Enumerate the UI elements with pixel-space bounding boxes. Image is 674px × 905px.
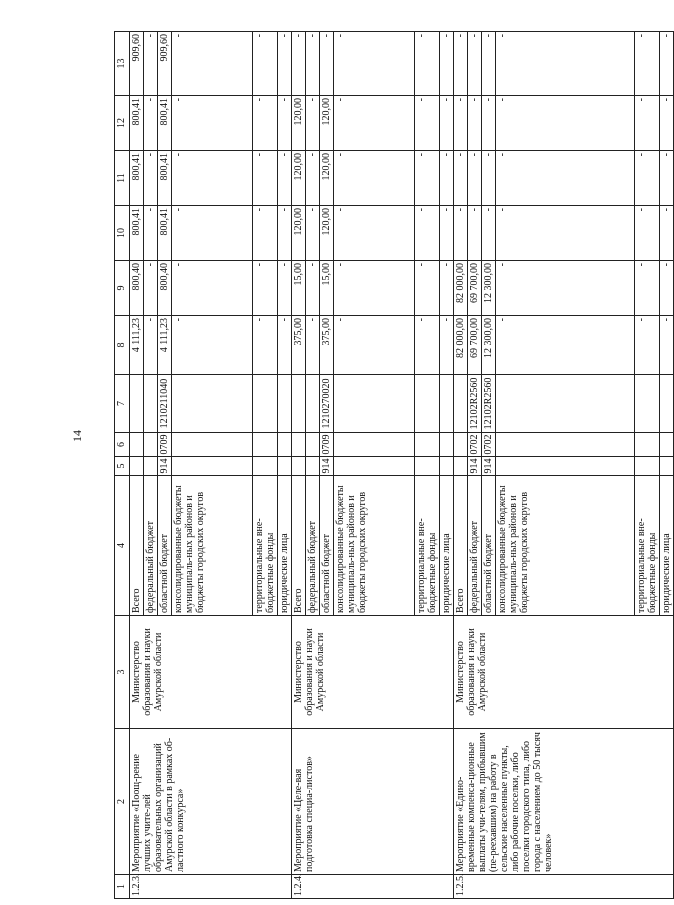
budget-code-grbs <box>172 457 253 476</box>
amount-cell: 82 000,00 <box>454 261 468 316</box>
amount-cell: - <box>635 151 660 206</box>
amount-cell: - <box>320 32 334 96</box>
amount-cell: - <box>635 206 660 261</box>
amount-cell: 800,41 <box>158 96 172 151</box>
amount-cell: - <box>496 32 635 96</box>
budget-code-section <box>130 433 144 457</box>
amount-cell: - <box>306 206 320 261</box>
budget-code-section <box>306 433 320 457</box>
budget-code-section <box>334 433 415 457</box>
amount-cell: - <box>172 316 253 375</box>
budget-code-section <box>415 433 440 457</box>
header-cell: 12 <box>115 96 130 151</box>
header-cell: 2 <box>115 729 130 875</box>
amount-cell: 800,41 <box>130 151 144 206</box>
budget-code-grbs <box>292 457 306 476</box>
budget-code-grbs <box>253 457 278 476</box>
amount-cell: 15,00 <box>292 261 306 316</box>
budget-code-target <box>278 375 292 433</box>
amount-cell: - <box>172 206 253 261</box>
budget-code-section <box>496 433 635 457</box>
executor: Министерство образования и науки Амурской области <box>292 616 454 729</box>
amount-cell: 375,00 <box>320 316 334 375</box>
amount-cell: - <box>454 206 468 261</box>
amount-cell: - <box>306 316 320 375</box>
amount-cell: 120,00 <box>320 206 334 261</box>
amount-cell: - <box>468 151 482 206</box>
activity-name: Мероприятие «Поощ-рение лучших учите-лей образовательных организаций Амурской области в рамках об-ластного конкурса» <box>130 729 292 875</box>
amount-cell: 909,60 <box>158 32 172 96</box>
budget-code-section: 0709 <box>159 434 170 455</box>
amount-cell: 120,00 <box>320 96 334 151</box>
budget-code-grbs <box>496 457 635 476</box>
amount-cell: - <box>482 32 496 96</box>
funding-source: территориальные вне-бюджетные фонды <box>635 476 660 616</box>
amount-cell: - <box>415 151 440 206</box>
amount-cell: - <box>334 151 415 206</box>
amount-cell: - <box>440 32 454 96</box>
budget-code-grbs <box>454 457 468 476</box>
row-number: 1.2.4. <box>292 875 454 899</box>
budget-code-section <box>253 433 278 457</box>
amount-cell: - <box>415 206 440 261</box>
amount-cell: - <box>496 96 635 151</box>
amount-cell: - <box>306 32 320 96</box>
amount-cell: - <box>468 206 482 261</box>
amount-cell: - <box>454 32 468 96</box>
funding-source: территориальные вне-бюджетные фонды <box>253 476 278 616</box>
budget-code-grbs <box>334 457 415 476</box>
budget-code-grbs: 914 <box>469 458 480 474</box>
amount-cell: - <box>482 206 496 261</box>
amount-cell: - <box>415 261 440 316</box>
amount-cell: - <box>415 96 440 151</box>
amount-cell: - <box>334 96 415 151</box>
amount-cell: 69 700,00 <box>468 316 482 375</box>
amount-cell: - <box>334 32 415 96</box>
amount-cell: 4 111,23 <box>130 316 144 375</box>
amount-cell: - <box>278 96 292 151</box>
funding-source: областной бюджет <box>482 476 496 616</box>
amount-cell: - <box>496 261 635 316</box>
table-row <box>130 32 144 899</box>
funding-source: юридические лица <box>440 476 454 616</box>
table-body <box>130 32 674 899</box>
amount-cell: - <box>278 151 292 206</box>
amount-cell: - <box>440 316 454 375</box>
funding-source: областной бюджет <box>320 476 334 616</box>
funding-source: Всего <box>130 476 144 616</box>
budget-code-target <box>454 375 468 433</box>
budget-code-target: 12102R2560 <box>468 375 482 433</box>
amount-cell: - <box>635 316 660 375</box>
budget-code-section: 0709 <box>321 434 332 455</box>
amount-cell: - <box>660 316 674 375</box>
amount-cell: - <box>496 206 635 261</box>
amount-cell: - <box>306 151 320 206</box>
amount-cell: - <box>172 96 253 151</box>
budget-code-target <box>144 375 158 433</box>
budget-code-grbs: 914 <box>159 458 170 474</box>
amount-cell: - <box>334 261 415 316</box>
budget-code-target: 1210211040 <box>158 375 172 433</box>
amount-cell: - <box>482 96 496 151</box>
budget-code-grbs <box>415 457 440 476</box>
funding-source: юридические лица <box>660 476 674 616</box>
header-cell: 3 <box>115 616 130 729</box>
funding-source: территориальные вне-бюджетные фонды <box>415 476 440 616</box>
amount-cell: 69 700,00 <box>468 261 482 316</box>
budget-code-target <box>496 375 635 433</box>
funding-source: консолидированные бюджеты муниципаль-ных районов и бюджеты городских округов <box>334 476 415 616</box>
amount-cell: - <box>253 32 278 96</box>
amount-cell: - <box>253 151 278 206</box>
page-number: 14 <box>70 430 84 442</box>
budget-code-target: 12102R2560 <box>482 375 496 433</box>
activity-name: Мероприятие «Едино-временные компенса-ционные выплаты учи-телям, прибывшим (пе-реехавшим) на работу в сельские населенные пункты, либо рабочие поселки, либо поселки городского типа, либо города с населением до 50 тысяч человек» <box>454 729 674 875</box>
amount-cell: 800,40 <box>130 261 144 316</box>
budget-code-section <box>660 433 674 457</box>
amount-cell: - <box>253 261 278 316</box>
header-row <box>115 32 130 899</box>
amount-cell: 82 000,00 <box>454 316 468 375</box>
amount-cell: 120,00 <box>292 151 306 206</box>
funding-source: областной бюджет <box>158 476 172 616</box>
header-cell: 9 <box>115 261 130 316</box>
amount-cell: - <box>468 32 482 96</box>
amount-cell: - <box>468 96 482 151</box>
amount-cell: - <box>334 316 415 375</box>
amount-cell: - <box>334 206 415 261</box>
amount-cell: - <box>253 96 278 151</box>
budget-code-grbs <box>635 457 660 476</box>
amount-cell: - <box>440 206 454 261</box>
row-number: 1.2.3. <box>130 875 292 899</box>
amount-cell: 120,00 <box>292 206 306 261</box>
amount-cell: - <box>496 316 635 375</box>
budget-code-grbs <box>130 457 144 476</box>
executor: Министерство образования и науки Амурской области <box>454 616 674 729</box>
amount-cell: - <box>278 206 292 261</box>
budget-code-section <box>440 433 454 457</box>
budget-code-target: 1210270020 <box>320 375 334 433</box>
budget-code-section <box>292 433 306 457</box>
header-cell: 5 <box>115 457 130 476</box>
budget-code-target <box>130 375 144 433</box>
budget-code-section: 0702 <box>483 434 494 455</box>
header-cell: 10 <box>115 206 130 261</box>
funding-source: юридические лица <box>278 476 292 616</box>
budget-code-grbs <box>440 457 454 476</box>
amount-cell: 120,00 <box>320 151 334 206</box>
budget-code-target <box>334 375 415 433</box>
amount-cell: - <box>482 151 496 206</box>
header-cell: 1 <box>115 875 130 899</box>
budget-code-target <box>292 375 306 433</box>
budget-code-target <box>635 375 660 433</box>
funding-source: Всего <box>454 476 468 616</box>
amount-cell: - <box>454 151 468 206</box>
amount-cell: - <box>660 96 674 151</box>
amount-cell: - <box>660 151 674 206</box>
amount-cell: - <box>635 32 660 96</box>
header-cell: 4 <box>115 476 130 616</box>
budget-code-grbs <box>144 457 158 476</box>
activity-name: Мероприятие «Целе-вая подготовка специа-листов» <box>292 729 454 875</box>
amount-cell: - <box>440 261 454 316</box>
header-cell: 7 <box>115 375 130 433</box>
budget-code-target <box>253 375 278 433</box>
amount-cell: - <box>415 316 440 375</box>
funding-source: консолидированные бюджеты муниципаль-ных районов и бюджеты городских округов <box>496 476 635 616</box>
table-row <box>292 32 306 899</box>
amount-cell: - <box>144 96 158 151</box>
amount-cell: 375,00 <box>292 316 306 375</box>
funding-source: Всего <box>292 476 306 616</box>
amount-cell: 4 111,23 <box>158 316 172 375</box>
amount-cell: - <box>454 96 468 151</box>
amount-cell: - <box>496 151 635 206</box>
amount-cell: - <box>278 32 292 96</box>
amount-cell: - <box>440 96 454 151</box>
header-cell: 11 <box>115 151 130 206</box>
amount-cell: 800,41 <box>130 206 144 261</box>
row-number: 1.2.5. <box>454 875 674 899</box>
budget-code-target <box>306 375 320 433</box>
amount-cell: 800,40 <box>158 261 172 316</box>
budget-code-grbs: 914 <box>321 458 332 474</box>
table-row <box>454 32 468 899</box>
header-cell: 6 <box>115 433 130 457</box>
budget-code-section: 0702 <box>469 434 480 455</box>
header-cell: 8 <box>115 316 130 375</box>
amount-cell: 800,41 <box>158 151 172 206</box>
budget-code-grbs: 914 <box>483 458 494 474</box>
amount-cell: - <box>172 32 253 96</box>
amount-cell: 800,41 <box>158 206 172 261</box>
amount-cell: - <box>144 316 158 375</box>
amount-cell: - <box>292 32 306 96</box>
funding-source: федеральный бюджет <box>468 476 482 616</box>
amount-cell: - <box>144 32 158 96</box>
amount-cell: - <box>144 261 158 316</box>
budget-code-section <box>172 433 253 457</box>
amount-cell: - <box>144 151 158 206</box>
budget-code-section <box>278 433 292 457</box>
amount-cell: - <box>415 32 440 96</box>
amount-cell: 909,60 <box>130 32 144 96</box>
budget-code-target <box>172 375 253 433</box>
amount-cell: - <box>635 96 660 151</box>
executor: Министерство образования и науки Амурской области <box>130 616 292 729</box>
amount-cell: - <box>253 206 278 261</box>
amount-cell: - <box>660 32 674 96</box>
amount-cell: 15,00 <box>320 261 334 316</box>
budget-code-section <box>635 433 660 457</box>
amount-cell: - <box>172 151 253 206</box>
budget-table <box>114 31 674 899</box>
budget-code-grbs <box>660 457 674 476</box>
amount-cell: - <box>144 206 158 261</box>
budget-code-target <box>660 375 674 433</box>
funding-source: федеральный бюджет <box>306 476 320 616</box>
amount-cell: 12 300,00 <box>482 316 496 375</box>
amount-cell: - <box>306 261 320 316</box>
funding-source: консолидированные бюджеты муниципаль-ных районов и бюджеты городских округов <box>172 476 253 616</box>
header-cell: 13 <box>115 32 130 96</box>
table-rotated-wrapper <box>114 32 672 899</box>
budget-code-target <box>415 375 440 433</box>
amount-cell: 12 300,00 <box>482 261 496 316</box>
amount-cell: 120,00 <box>292 96 306 151</box>
budget-code-section <box>454 433 468 457</box>
amount-cell: - <box>635 261 660 316</box>
budget-code-target <box>440 375 454 433</box>
amount-cell: 800,41 <box>130 96 144 151</box>
budget-code-grbs <box>306 457 320 476</box>
amount-cell: - <box>440 151 454 206</box>
amount-cell: - <box>278 316 292 375</box>
amount-cell: - <box>660 206 674 261</box>
amount-cell: - <box>660 261 674 316</box>
funding-source: федеральный бюджет <box>144 476 158 616</box>
amount-cell: - <box>172 261 253 316</box>
amount-cell: - <box>306 96 320 151</box>
budget-code-section <box>144 433 158 457</box>
budget-code-grbs <box>278 457 292 476</box>
amount-cell: - <box>253 316 278 375</box>
amount-cell: - <box>278 261 292 316</box>
